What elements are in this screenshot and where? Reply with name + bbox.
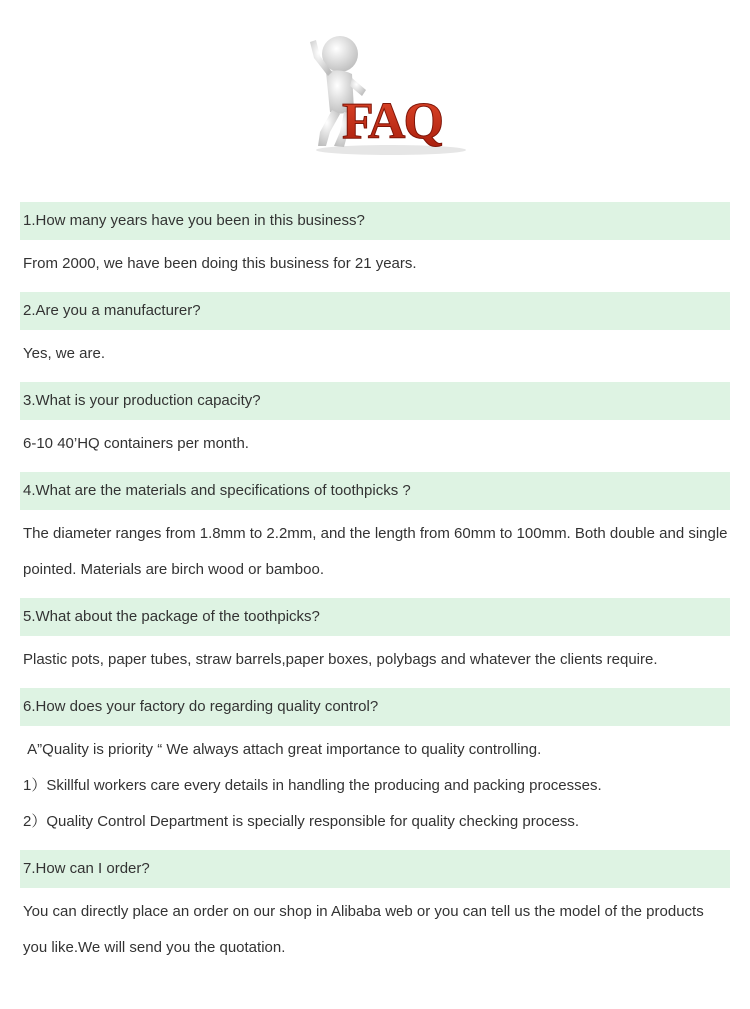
faq-answer [20,426,730,462]
faq-question: 1.How many years have you been in this business? [20,202,730,240]
faq-answer [20,732,730,840]
faq-answer [20,336,730,372]
faq-list [20,202,730,976]
faq-answer [20,642,730,678]
faq-question: 3.What is your production capacity? [20,382,730,420]
faq-hero-image [296,28,476,158]
faq-badge-text: FAQ [342,93,442,150]
faq-answer-line: A”Quality is priority “ We always attach great importance to quality controlling. [23,741,542,758]
faq-question: 2.Are you a manufacturer? [20,292,730,330]
faq-answer-line: From 2000, we have been doing this business for 21 years. [23,255,417,272]
figure-with-faq-letters-icon [296,28,476,158]
faq-answer-line: You can directly place an order on our shop in Alibaba web or you can tell us the model of the products you like.We will send you the quotation. [23,903,708,956]
faq-question: 7.How can I order? [20,850,730,888]
faq-answer-line: Yes, we are. [23,345,105,362]
faq-answer-line: 2）Quality Control Department is specially responsible for quality checking process. [23,813,580,830]
faq-question: 6.How does your factory do regarding quality control? [20,688,730,726]
faq-answer-line: Plastic pots, paper tubes, straw barrels,paper boxes, polybags and whatever the clients require. [23,651,658,668]
faq-question: 5.What about the package of the toothpicks? [20,598,730,636]
faq-question: 4.What are the materials and specifications of toothpicks ? [20,472,730,510]
faq-answer [20,246,730,282]
faq-answer-line: 6-10 40’HQ containers per month. [23,435,249,452]
faq-answer-line: The diameter ranges from 1.8mm to 2.2mm, and the length from 60mm to 100mm. Both double and single pointed. Materials are birch wood or bamboo. [23,525,732,578]
faq-answer [20,516,730,588]
faq-answer [20,894,730,966]
faq-answer-line: 1）Skillful workers care every details in handling the producing and packing processes. [23,777,602,794]
